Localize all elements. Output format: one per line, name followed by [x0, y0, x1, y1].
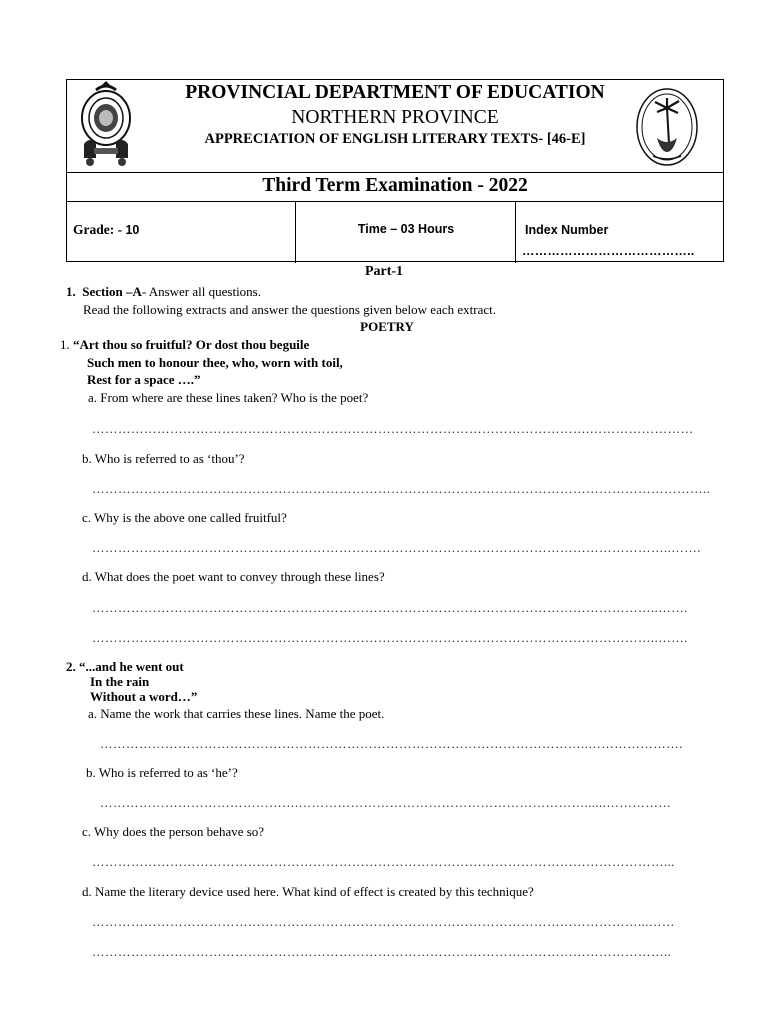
section-subinstruction: Read the following extracts and answer the questions given below each extract. [83, 302, 496, 317]
grade-cell [73, 222, 139, 238]
question-item: d. Name the literary device used here. What kind of effect is created by this technique? [82, 884, 534, 899]
answer-line[interactable]: …………………………………………………………………………………………………………………………….. [92, 482, 711, 496]
extract-text: Without a word…” [90, 689, 198, 704]
question-number: 2. [66, 659, 76, 674]
answer-line[interactable]: …………………………………………………………………………………………………………………..……. [92, 631, 688, 645]
answer-line[interactable]: …………………………………………………………………………………………………..…………………. [100, 737, 683, 751]
index-number-field[interactable]: ………………………………….. [522, 244, 695, 258]
grade-value: 10 [125, 223, 140, 237]
subject-title: APPRECIATION OF ENGLISH LITERARY TEXTS- [46-E] [204, 131, 586, 147]
extract-text: Rest for a space ….” [87, 372, 201, 387]
extract-text: “...and he went out [79, 659, 184, 674]
time-cell: Time – 03 Hours [357, 222, 455, 236]
extract-text: “Art thou so fruitful? Or dost thou beguile [73, 337, 310, 352]
answer-line[interactable]: ……………………………………………………………………………………………………………………... [92, 855, 675, 869]
question-item: d. What does the poet want to convey through these lines? [82, 569, 385, 584]
section-heading [66, 284, 261, 300]
section-name: Section –A [82, 284, 142, 299]
answer-line[interactable]: ……………………………………….…………………………………………………………......…………… [100, 796, 672, 810]
department-name: PROVINCIAL DEPARTMENT OF EDUCATION [185, 82, 605, 103]
index-number-label: Index Number [525, 223, 609, 237]
answer-line[interactable]: …………………………………………………………………………………………………………………….. [92, 945, 672, 959]
header-divider [67, 201, 723, 202]
header-divider [67, 172, 723, 173]
category-heading: POETRY [360, 319, 414, 334]
answer-line[interactable]: …………………………………………………………………………………………………….…………………… [92, 422, 694, 436]
section-number: 1. [66, 284, 76, 299]
grade-label: Grade: - [73, 222, 123, 237]
answer-line[interactable]: ……………………………………………………………………………………………………………………..……. [92, 541, 701, 555]
answer-line[interactable]: ………………………………………………………………………………………………………………...…… [92, 915, 675, 929]
question-item: b. Who is referred to as ‘thou’? [82, 451, 245, 466]
question-item: a. Name the work that carries these lines. Name the poet. [88, 706, 385, 721]
answer-line[interactable]: …………………………………………………………………………………………………………………..……. [92, 601, 688, 615]
part-title: Part-1 [364, 264, 404, 279]
exam-title: Third Term Examination - 2022 [262, 175, 528, 196]
exam-header-box [66, 79, 724, 262]
question-item: b. Who is referred to as ‘he’? [86, 765, 238, 780]
question-2-extract-line [66, 659, 184, 675]
section-instruction: - Answer all questions. [141, 284, 261, 299]
question-number: 1. [60, 337, 70, 352]
question-1-extract-line [60, 337, 309, 353]
question-item: c. Why does the person behave so? [82, 824, 265, 839]
province-name: NORTHERN PROVINCE [291, 107, 499, 128]
extract-text: In the rain [90, 674, 150, 689]
question-item: a. From where are these lines taken? Who is the poet? [88, 390, 369, 405]
extract-text: Such men to honour thee, who, worn with toil, [87, 355, 343, 370]
question-item: c. Why is the above one called fruitful? [82, 510, 287, 525]
